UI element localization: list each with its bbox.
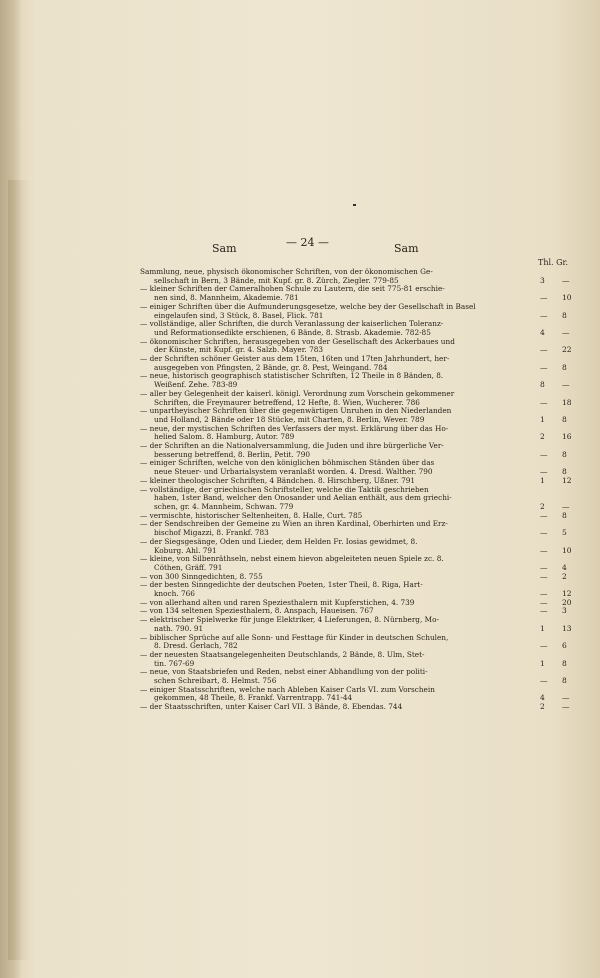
- entry-line: eingelaufen sind, 3 Stück, 8. Basel, Flick. 781: [154, 311, 324, 320]
- price-thaler: —: [540, 397, 548, 407]
- entry-line: tin. 767-69: [154, 659, 195, 668]
- price-thaler: —: [540, 589, 548, 599]
- catalog-entry: [140, 607, 588, 616]
- entry-line: — von 134 seltenen Speziesthalern, 8. Anspach, Haueisen. 767: [140, 607, 374, 616]
- catalog-entry: [140, 268, 588, 285]
- price-groschen: —: [562, 702, 570, 712]
- entry-line: — kleiner theologischer Schriften, 4 Bändchen. 8. Hirschberg, Ußner. 791: [140, 476, 416, 485]
- entry-line: — kleiner Schriften der Cameralhohen Schule zu Lautern, die seit 775-81 erschie-: [140, 285, 445, 294]
- price-thaler: —: [540, 510, 548, 520]
- entry-line: haben, 1ster Band, welcher den Onosander und Aelian enthält, aus dem griechi-: [154, 494, 452, 503]
- page-number: — 24 —: [286, 236, 329, 249]
- price-thaler: 1: [540, 475, 545, 485]
- catalog-entry: [140, 703, 588, 712]
- price-groschen: —: [562, 275, 570, 285]
- running-head-right: Sam: [394, 242, 419, 255]
- price-thaler: —: [540, 676, 548, 686]
- catalog-entry: [140, 616, 588, 633]
- catalog-entry: [140, 512, 588, 521]
- price-groschen: —: [562, 380, 570, 390]
- price-thaler: 8: [540, 380, 545, 390]
- entry-line: — kleine, von Silbenräthseln, nebst einem hievon abgeleiteten neuen Spiele zc. 8.: [140, 555, 444, 564]
- price-groschen: 5: [562, 528, 567, 538]
- price-groschen: 10: [562, 293, 572, 303]
- catalog-entry: [140, 372, 588, 389]
- entry-line: — der Schriften an die Nationalversammlung, die Juden und ihre bürgerliche Ver-: [140, 442, 444, 451]
- entry-line: 8. Dresd. Gerlach, 782: [154, 642, 238, 651]
- entry-line: — von allerhand alten und raren Speziesthalern mit Kupferstichen, 4. 739: [140, 598, 415, 607]
- price-thaler: 1: [540, 623, 545, 633]
- price-groschen: 12: [562, 475, 572, 485]
- entry-line: — biblischer Sprüche auf alle Sonn- und Festtage für Kinder in deutschen Schulen,: [140, 633, 449, 642]
- price-groschen: 13: [562, 623, 572, 633]
- price-thaler: 3: [540, 275, 545, 285]
- price-thaler: 4: [540, 693, 545, 703]
- entry-line: und Holland, 2 Bände oder 18 Stücke, mit Charten, 8. Berlin, Wever. 789: [154, 415, 425, 424]
- entry-line: der Künste, mit Kupf. gr. 4. Salzb. Mayer. 783: [154, 346, 323, 355]
- entry-line: — vollständige, der griechischen Schriftsteller, welche die Taktik geschrieben: [140, 485, 429, 494]
- ink-speck: [353, 204, 356, 206]
- entry-line: — ökonomischer Schriften, herausgegeben von der Gesellschaft des Ackerbaues und: [140, 337, 455, 346]
- price-groschen: 6: [562, 641, 567, 651]
- entry-line: — der Siegsgesänge, Oden und Lieder, dem Helden Fr. Iosias gewidmet, 8.: [140, 537, 418, 546]
- price-thaler: 1: [540, 414, 545, 424]
- price-thaler: 2: [540, 432, 545, 442]
- entry-line: besserung betreffend, 8. Berlin, Petit. 790: [154, 450, 311, 459]
- entry-line: — einiger Schriften über die Aufmunderungsgesetze, welche bey der Gesellschaft in Basel: [140, 302, 476, 311]
- price-groschen: 22: [562, 345, 572, 355]
- entry-line: bischof Migazzi, 8. Frankf. 783: [154, 529, 269, 538]
- entry-line: — vollständige, aller Schriften, die durch Veranlassung der kaiserlichen Toleranz-: [140, 320, 444, 329]
- catalog-entry: [140, 686, 588, 703]
- price-groschen: 10: [562, 545, 572, 555]
- catalog-entry: [140, 538, 588, 555]
- price-thaler: —: [540, 293, 548, 303]
- entry-line: nen sind, 8. Mannheim, Akademie. 781: [154, 294, 299, 303]
- entry-line: Schriften, die Freymaurer betreffend, 12 Hefte, 8. Wien, Wucherer. 786: [154, 398, 420, 407]
- catalog-entry: [140, 355, 588, 372]
- price-groschen: 8: [562, 510, 567, 520]
- catalog-entry: [140, 390, 588, 407]
- price-thaler: —: [540, 562, 548, 572]
- catalog-entry: [140, 486, 588, 512]
- price-groschen: 8: [562, 449, 567, 459]
- entry-line: — neue, historisch geographisch statistischer Schriften, 12 Theile in 8 Bänden, 8.: [140, 372, 444, 381]
- entry-line: — neue, von Staatsbriefen und Reden, nebst einer Abhandlung von der politi-: [140, 668, 428, 677]
- catalog-entry: [140, 477, 588, 486]
- entry-line: und Reformationsedikte erschienen, 6 Bände, 8. Strasb. Akademie. 782-85: [154, 328, 431, 337]
- entry-line: Koburg. Ahl. 791: [154, 546, 217, 555]
- page-header: [0, 234, 600, 267]
- price-thaler: —: [540, 571, 548, 581]
- entry-line: — der Schriften schöner Geister aus dem 15ten, 16ten und 17ten Jahrhundert, her-: [140, 355, 450, 364]
- price-thaler: 2: [540, 702, 545, 712]
- entry-line: — neue, der mystischen Schriften des Verfassers der myst. Erklärung über das Ho-: [140, 424, 449, 433]
- catalog-entry: [140, 520, 588, 537]
- price-groschen: 8: [562, 414, 567, 424]
- catalog-entry: [140, 668, 588, 685]
- catalog-entry: [140, 285, 588, 302]
- entry-line: Cöthen, Gräff. 791: [154, 563, 223, 572]
- entry-line: — der Sendschreiben der Gemeine zu Wien an ihren Kardinal, Oberhirten und Erz-: [140, 520, 448, 529]
- entry-line: — der besten Sinngedichte der deutschen Poeten, 1ster Theil, 8. Riga, Hart-: [140, 581, 423, 590]
- price-thaler: 4: [540, 327, 545, 337]
- price-thaler: 2: [540, 501, 545, 511]
- entry-line: — einiger Schriften, welche von den königlichen böhmischen Ständen über das: [140, 459, 435, 468]
- catalog-entry: [140, 459, 588, 476]
- entry-line: knoch. 766: [154, 590, 195, 599]
- entry-line: Weißenf. Zehe. 783-89: [154, 381, 238, 390]
- price-thaler: —: [540, 310, 548, 320]
- price-groschen: 3: [562, 606, 567, 616]
- price-groschen: 4: [562, 562, 567, 572]
- entry-line: neue Steuer- und Urbarialsystem veranlaßt worden. 4. Dresd. Walther. 790: [154, 468, 433, 477]
- catalog-entry: [140, 651, 588, 668]
- price-thaler: —: [540, 362, 548, 372]
- price-column-header: Thl. Gr.: [538, 258, 569, 267]
- price-groschen: —: [562, 327, 570, 337]
- catalog-entry: [140, 573, 588, 582]
- price-thaler: —: [540, 597, 548, 607]
- entry-line: sellschaft in Bern, 3 Bände, mit Kupf. gr. 8. Zürch, Ziegler. 779-85: [154, 276, 399, 285]
- entry-line: — unpartheyischer Schriften über die gegenwärtigen Unruhen in den Niederlanden: [140, 407, 452, 416]
- price-thaler: —: [540, 641, 548, 651]
- price-groschen: 18: [562, 397, 572, 407]
- entry-line: — von 300 Sinngedichten, 8. 755: [140, 572, 263, 581]
- entry-line: — der neuesten Staatsangelegenheiten Deutschlands, 2 Bände, 8. Ulm, Stet-: [140, 650, 425, 659]
- price-groschen: 8: [562, 467, 567, 477]
- price-groschen: 2: [562, 571, 567, 581]
- price-groschen: 8: [562, 658, 567, 668]
- price-thaler: —: [540, 467, 548, 477]
- entry-line: — elektrischer Spielwerke für junge Elektriker, 4 Lieferungen, 8. Nürnberg, Mo-: [140, 616, 439, 625]
- price-groschen: 8: [562, 362, 567, 372]
- price-thaler: —: [540, 606, 548, 616]
- catalog-entry: [140, 425, 588, 442]
- catalog-entry: [140, 634, 588, 651]
- entry-line: schen, gr. 4. Mannheim, Schwan. 779: [154, 502, 294, 511]
- catalog-entry: [140, 407, 588, 424]
- price-groschen: 8: [562, 676, 567, 686]
- entry-line: — der Staatsschriften, unter Kaiser Carl VII. 3 Bände, 8. Ebendas. 744: [140, 703, 403, 712]
- entry-line: — aller bey Gelegenheit der kaiserl. königl. Verordnung zum Vorschein gekommener: [140, 389, 455, 398]
- entry-line: — einiger Staatsschriften, welche nach Ableben Kaiser Carls VI. zum Vorschein: [140, 685, 435, 694]
- price-groschen: 20: [562, 597, 572, 607]
- catalog-entry: [140, 338, 588, 355]
- price-groschen: 12: [562, 589, 572, 599]
- catalog-entry: [140, 555, 588, 572]
- catalog-entry: [140, 599, 588, 608]
- paper-stain: [8, 180, 30, 960]
- price-thaler: —: [540, 345, 548, 355]
- catalog-entry: [140, 303, 588, 320]
- entry-line: gekommen, 48 Theile, 8. Frankf. Varrentrapp. 741-44: [154, 694, 353, 703]
- entry-line: — vermischte, historischer Seltenheiten, 8. Halle, Curt. 785: [140, 511, 363, 520]
- catalog-entries: [140, 268, 588, 712]
- price-thaler: —: [540, 545, 548, 555]
- price-groschen: —: [562, 693, 570, 703]
- entry-line: helied Salom. 8. Hamburg, Autor. 789: [154, 433, 295, 442]
- catalog-entry: [140, 320, 588, 337]
- entry-line: schen Schreibart, 8. Helmst. 756: [154, 677, 277, 686]
- price-groschen: 8: [562, 310, 567, 320]
- price-thaler: 1: [540, 658, 545, 668]
- price-groschen: —: [562, 501, 570, 511]
- price-thaler: —: [540, 528, 548, 538]
- running-head-left: Sam: [212, 242, 237, 255]
- catalog-entry: [140, 581, 588, 598]
- price-thaler: —: [540, 449, 548, 459]
- entry-line: nath. 790. 91: [154, 624, 204, 633]
- entry-line: ausgegeben von Pfingsten, 2 Bände, gr. 8. Pest, Weingand. 784: [154, 363, 388, 372]
- entry-line: Sammlung, neue, physisch ökonomischer Schriften, von der ökonomischen Ge-: [140, 268, 433, 276]
- price-groschen: 16: [562, 432, 572, 442]
- catalog-entry: [140, 442, 588, 459]
